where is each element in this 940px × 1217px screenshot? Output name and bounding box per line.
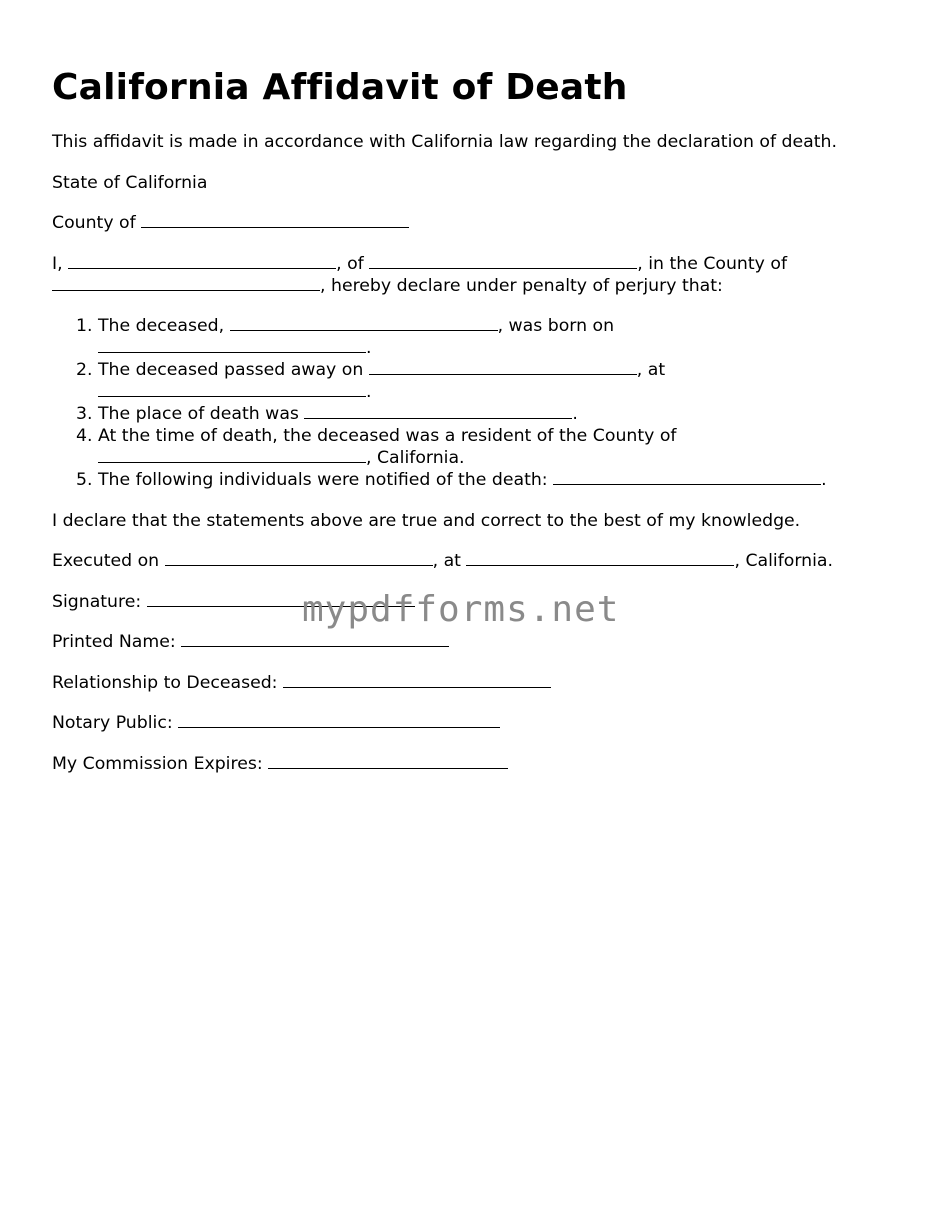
resident-county-blank[interactable]: [98, 448, 366, 463]
notary-line: [52, 712, 912, 734]
executed-place-blank[interactable]: [466, 551, 734, 566]
list-item: [98, 403, 912, 425]
declarant-county-blank[interactable]: [52, 276, 320, 291]
executed-date-blank[interactable]: [165, 551, 433, 566]
notary-blank[interactable]: [178, 713, 500, 728]
declarant-residence-blank[interactable]: [369, 254, 637, 269]
declare-text: , hereby declare under penalty of perjury that:: [320, 275, 723, 296]
list-item: [98, 359, 912, 403]
notary-label: Notary Public:: [52, 713, 173, 733]
state-line: State of California: [52, 172, 208, 193]
list-item: [98, 425, 912, 469]
list-item: [98, 315, 912, 359]
printed-name-blank[interactable]: [181, 632, 449, 647]
of-label: , of: [336, 253, 364, 274]
place-of-death-blank[interactable]: [304, 404, 572, 419]
item-text: .: [821, 470, 827, 490]
affidavit-document: [52, 62, 912, 793]
county-label: County of: [52, 213, 136, 233]
i-label: I,: [52, 253, 63, 274]
statements-list: [52, 315, 912, 491]
signature-label: Signature:: [52, 591, 142, 612]
county-line: [52, 212, 912, 234]
declarant-name-blank[interactable]: [68, 254, 336, 269]
executed-state-suffix: , California.: [734, 551, 834, 571]
item-text: The following individuals were notified of the death:: [98, 470, 548, 490]
executed-on-label: Executed on: [52, 551, 160, 571]
item-text: , was born on: [497, 316, 615, 336]
death-location-blank[interactable]: [98, 382, 366, 397]
declarant-paragraph: [52, 253, 912, 297]
executed-line: [52, 550, 912, 572]
item-text: The deceased passed away on: [98, 360, 364, 380]
item-text: , California.: [366, 448, 465, 468]
printed-name-label: Printed Name:: [52, 632, 176, 652]
item-text: .: [366, 382, 372, 402]
commission-blank[interactable]: [268, 754, 508, 769]
item-text: At the time of death, the deceased was a resident of the County of: [98, 426, 677, 446]
commission-label: My Commission Expires:: [52, 753, 263, 774]
deceased-name-blank[interactable]: [230, 316, 498, 331]
notified-individuals-blank[interactable]: [553, 470, 821, 485]
item-text: , at: [636, 360, 666, 380]
relationship-blank[interactable]: [283, 673, 551, 688]
county-blank[interactable]: [141, 213, 409, 228]
printed-name-line: [52, 631, 912, 653]
item-text: The deceased,: [98, 316, 225, 336]
relationship-label: Relationship to Deceased:: [52, 672, 278, 693]
item-text: .: [572, 404, 578, 424]
commission-line: [52, 753, 912, 775]
in-county-label: , in the County of: [637, 253, 788, 274]
relationship-line: [52, 672, 912, 694]
declaration-paragraph: I declare that the statements above are true and correct to the best of my knowledge.: [52, 510, 801, 531]
executed-at-label: , at: [432, 551, 461, 571]
item-text: The place of death was: [98, 404, 299, 424]
birth-date-blank[interactable]: [98, 338, 366, 353]
item-text: .: [366, 338, 372, 358]
document-title: California Affidavit of Death: [52, 67, 628, 108]
intro-paragraph: This affidavit is made in accordance with California law regarding the declaration of death.: [52, 132, 837, 152]
watermark-text: mypdfforms.net: [302, 589, 620, 630]
death-date-blank[interactable]: [369, 360, 637, 375]
list-item: [98, 469, 912, 491]
